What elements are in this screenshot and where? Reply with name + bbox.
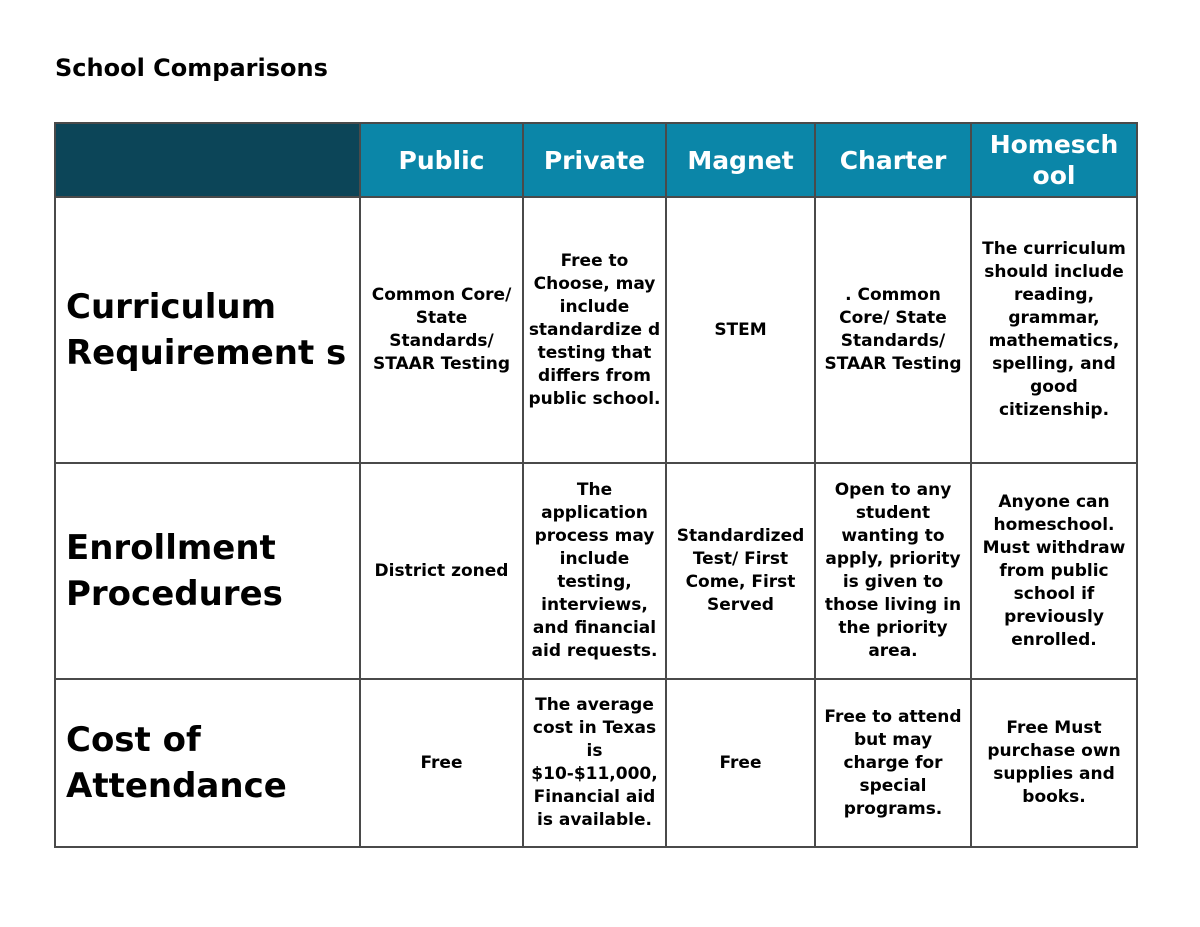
cell-cost-charter: Free to attend but may charge for special programs. [815, 679, 971, 847]
cell-curriculum-private: Free to Choose, may include standardize d testing that differs from public school. [523, 197, 666, 463]
cell-cost-magnet: Free [666, 679, 815, 847]
table-row-enrollment-procedures [55, 463, 1137, 679]
cell-curriculum-public: Common Core/ State Standards/ STAAR Testing [360, 197, 523, 463]
cell-curriculum-homeschool: The curriculum should include reading, grammar, mathematics, spelling, and good citizenship. [971, 197, 1137, 463]
cell-enrollment-charter: Open to any student wanting to apply, priority is given to those living in the priority area. [815, 463, 971, 679]
header-row [55, 123, 1137, 197]
cell-enrollment-public: District zoned [360, 463, 523, 679]
cell-enrollment-private: The application process may include testing, interviews, and financial aid requests. [523, 463, 666, 679]
column-header-magnet: Magnet [666, 123, 815, 197]
table-row-curriculum-requirements [55, 197, 1137, 463]
row-header-cost-of-attendance: Cost of Attendance [55, 679, 360, 847]
row-header-curriculum-requirements: Curriculum Requirement s [55, 197, 360, 463]
cell-enrollment-homeschool: Anyone can homeschool. Must withdraw from public school if previously enrolled. [971, 463, 1137, 679]
cell-curriculum-magnet: STEM [666, 197, 815, 463]
column-header-private: Private [523, 123, 666, 197]
page-title: School Comparisons [55, 54, 328, 82]
cell-cost-homeschool: Free Must purchase own supplies and books. [971, 679, 1137, 847]
column-header-public: Public [360, 123, 523, 197]
table-row-cost-of-attendance [55, 679, 1137, 847]
cell-curriculum-charter: . Common Core/ State Standards/ STAAR Testing [815, 197, 971, 463]
header-corner-cell [55, 123, 360, 197]
cell-cost-private: The average cost in Texas is $10-$11,000, Financial aid is available. [523, 679, 666, 847]
column-header-homeschool: Homesch ool [971, 123, 1137, 197]
column-header-charter: Charter [815, 123, 971, 197]
row-header-enrollment-procedures: Enrollment Procedures [55, 463, 360, 679]
cell-enrollment-magnet: Standardized Test/ First Come, First Served [666, 463, 815, 679]
cell-cost-public: Free [360, 679, 523, 847]
comparison-table [54, 122, 1138, 848]
